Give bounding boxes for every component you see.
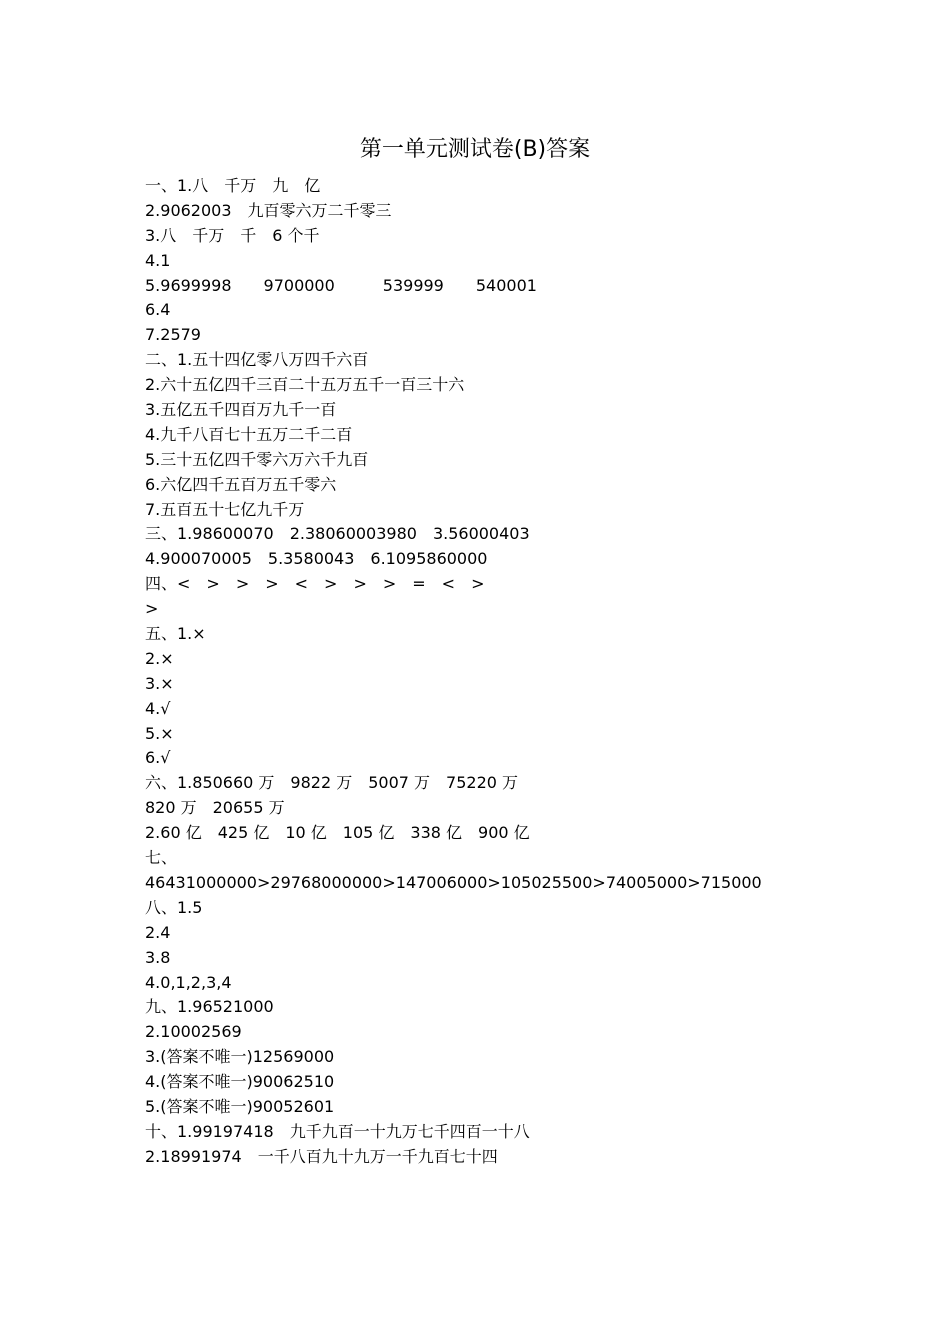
answer-line: 6.√ xyxy=(145,748,171,768)
answer-line: 2.9062003 九百零六万二千零三 xyxy=(145,200,392,220)
answer-line: 7.五百五十七亿九千万 xyxy=(145,499,305,519)
answer-line: > xyxy=(145,599,159,619)
answer-line: 3.× xyxy=(145,673,174,693)
answer-line: 二、1.五十四亿零八万四千六百 xyxy=(145,350,369,370)
answer-line: 5.三十五亿四千零六万六千九百 xyxy=(145,449,369,469)
answer-line: 4.1 xyxy=(145,250,171,270)
answer-list xyxy=(145,174,925,1170)
answer-line: 4.900070005 5.3580043 6.1095860000 xyxy=(145,549,488,569)
answer-line: 一、1.八 千万 九 亿 xyxy=(145,176,321,195)
document-title: 第一单元测试卷(B)答案 xyxy=(359,137,591,162)
answer-line: 3.五亿五千四百万九千一百 xyxy=(145,400,337,420)
answer-line: 3.(答案不唯一)12569000 xyxy=(145,1047,335,1067)
answer-line: 2.六十五亿四千三百二十五万五千一百三十六 xyxy=(145,375,465,395)
answer-line: 7.2579 xyxy=(145,325,201,345)
answer-line: 3.八 千万 千 6 个千 xyxy=(145,225,320,245)
answer-line: 八、1.5 xyxy=(145,897,203,917)
answer-line: 5.(答案不唯一)90052601 xyxy=(145,1096,335,1116)
answer-line: 4.(答案不唯一)90062510 xyxy=(145,1072,335,1092)
answer-line: 2.× xyxy=(145,648,174,668)
answer-line: 5.× xyxy=(145,723,174,743)
answer-line: 4.九千八百七十五万二千二百 xyxy=(145,424,353,444)
answer-line: 4.0,1,2,3,4 xyxy=(145,972,232,992)
answer-line: 三、1.98600070 2.38060003980 3.56000403 xyxy=(145,524,530,544)
answer-line: 6.六亿四千五百万五千零六 xyxy=(145,474,337,494)
answer-line: 2.60 亿 425 亿 10 亿 105 亿 338 亿 900 亿 xyxy=(145,823,530,843)
answer-line: 九、1.96521000 xyxy=(145,997,274,1017)
answer-line: 4.√ xyxy=(145,698,171,718)
answer-line: 3.8 xyxy=(145,947,171,967)
answer-line: 820 万 20655 万 xyxy=(145,798,285,818)
answer-line: 十、1.99197418 九千九百一十九万七千四百一十八 xyxy=(145,1121,530,1141)
answer-line: 五、1.× xyxy=(145,624,206,644)
answer-line: 六、1.850660 万 9822 万 5007 万 75220 万 xyxy=(145,773,519,793)
answer-line: 5.9699998 9700000 539999 540001 xyxy=(145,275,537,295)
answer-line: 2.4 xyxy=(145,922,171,942)
answer-line: 七、 xyxy=(145,848,178,868)
answer-line: 四、< > > > < > > > = < > xyxy=(145,574,485,594)
answer-line: 2.10002569 xyxy=(145,1022,242,1042)
answer-line: 6.4 xyxy=(145,300,171,320)
answer-line: 46431000000>29768000000>147006000>105025500>74005000>715000 xyxy=(145,872,762,892)
answer-line: 2.18991974 一千八百九十九万一千九百七十四 xyxy=(145,1146,498,1166)
